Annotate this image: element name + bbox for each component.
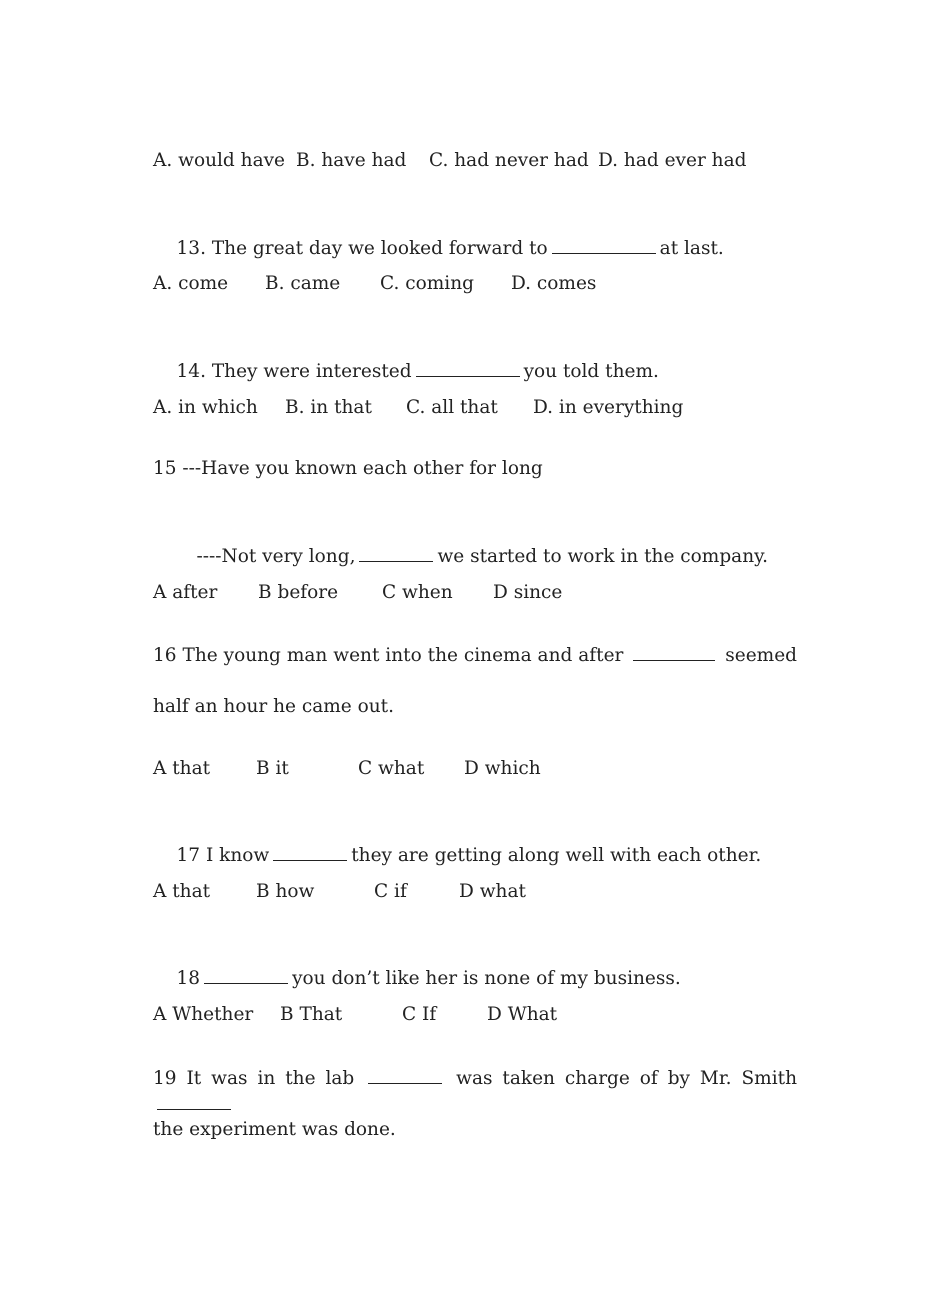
q16-option-d: D which xyxy=(464,758,541,779)
q17-stem-after: they are getting along well with each other. xyxy=(351,845,762,866)
q15-option-a: A after xyxy=(153,582,218,603)
q16-stem-line1-after: seemed xyxy=(725,645,797,666)
q16-stem-line1 xyxy=(153,642,797,668)
q16-stem-line1-before: 16 The young man went into the cinema and after xyxy=(153,645,624,666)
q18-option-d: D What xyxy=(487,1004,558,1025)
q15-option-d: D since xyxy=(493,582,563,603)
q17-stem xyxy=(153,818,761,892)
q14-stem-before: 14. They were interested xyxy=(176,361,412,382)
q14-option-a: A. in which xyxy=(153,397,258,418)
q19-stem-line2: the experiment was done. xyxy=(153,1119,396,1140)
q12-option-a: A. would have xyxy=(153,150,285,171)
q12-option-d: D. had ever had xyxy=(598,150,747,171)
q13-option-d: D. comes xyxy=(511,273,597,294)
q15-stem-line2-after: we started to work in the company. xyxy=(437,546,768,567)
q17-stem-before: 17 I know xyxy=(176,845,270,866)
q18-option-a: A Whether xyxy=(153,1004,254,1025)
q17-option-d: D what xyxy=(459,881,526,902)
q19-stem-line1-middle: was taken charge of by Mr. Smith xyxy=(456,1068,797,1089)
q14-option-c: C. all that xyxy=(406,397,498,418)
q13-stem-after: at last. xyxy=(659,238,724,259)
q13-stem-before: 13. The great day we looked forward to xyxy=(176,238,548,259)
q15-stem-line2-before: ----Not very long, xyxy=(196,546,356,567)
q13-blank xyxy=(552,235,656,254)
q14-option-d: D. in everything xyxy=(533,397,684,418)
q15-stem-line1: 15 ---Have you known each other for long xyxy=(153,458,543,479)
q18-option-c: C If xyxy=(402,1004,437,1025)
q19-stem-line1 xyxy=(153,1065,797,1117)
q13-option-b: B. came xyxy=(265,273,341,294)
q16-blank xyxy=(633,642,715,661)
q13-option-c: C. coming xyxy=(380,273,474,294)
q18-stem-after: you don’t like her is none of my business. xyxy=(292,968,681,989)
q17-option-b: B how xyxy=(256,881,315,902)
q16-stem-line2: half an hour he came out. xyxy=(153,696,394,717)
q19-blank-2 xyxy=(157,1091,231,1110)
q17-option-c: C if xyxy=(374,881,407,902)
q19-stem-line1-before: 19 It was in the lab xyxy=(153,1068,355,1089)
q12-option-b: B. have had xyxy=(296,150,407,171)
q17-blank xyxy=(273,842,347,861)
q15-option-c: C when xyxy=(382,582,453,603)
q15-option-b: B before xyxy=(258,582,339,603)
q16-option-a: A that xyxy=(153,758,211,779)
q16-option-b: B it xyxy=(256,758,289,779)
q14-blank xyxy=(416,358,520,377)
q14-option-b: B. in that xyxy=(285,397,372,418)
q14-stem-after: you told them. xyxy=(523,361,659,382)
q13-option-a: A. come xyxy=(153,273,229,294)
q18-option-b: B That xyxy=(280,1004,343,1025)
q17-option-a: A that xyxy=(153,881,211,902)
q18-blank xyxy=(204,965,288,984)
q18-stem-before: 18 xyxy=(176,968,201,989)
q15-blank xyxy=(359,543,433,562)
q16-option-c: C what xyxy=(358,758,425,779)
q12-option-c: C. had never had xyxy=(429,150,589,171)
q19-blank-1 xyxy=(368,1065,442,1084)
